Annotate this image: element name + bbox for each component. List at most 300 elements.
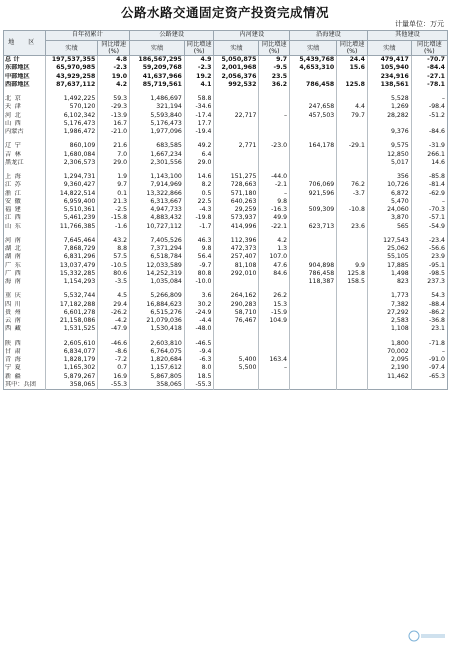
cumulative-yoy-cell: -13.9 <box>98 112 130 120</box>
coastal-actual-cell <box>290 317 337 325</box>
cumulative-yoy-cell: -46.6 <box>98 340 130 348</box>
inland-yoy-cell <box>259 128 290 136</box>
other-yoy-cell: -78.1 <box>411 81 447 89</box>
other-yoy-cell: -81.4 <box>411 181 447 189</box>
other-actual-cell: 1,269 <box>367 103 411 111</box>
table-row <box>4 262 448 270</box>
coastal-actual-cell <box>290 253 337 261</box>
cumulative-actual-cell: 1,154,293 <box>45 278 98 286</box>
coastal-yoy-cell: 23.6 <box>337 223 368 231</box>
highway-yoy-cell: -48.0 <box>184 325 214 333</box>
coastal-yoy-cell <box>337 173 368 181</box>
table-row <box>4 325 448 333</box>
region-name-cell: 吉林 <box>5 150 25 158</box>
inland-actual-cell: 573,937 <box>214 214 259 222</box>
region-name-cell: 东部地区 <box>5 64 30 72</box>
cumulative-actual-cell: 1,680,084 <box>45 151 98 159</box>
inland-actual-cell <box>214 278 259 286</box>
inland-actual-cell: 2,771 <box>214 142 259 150</box>
inland-yoy-cell: 107.0 <box>259 253 290 261</box>
cumulative-yoy-cell: -2.3 <box>98 64 130 72</box>
cumulative-yoy-cell: -10.5 <box>98 262 130 270</box>
table-row <box>4 381 448 390</box>
cumulative-actual-cell: 5,510,361 <box>45 206 98 214</box>
inland-actual-cell <box>214 120 259 128</box>
highway-actual-cell: 1,820,684 <box>130 356 185 364</box>
other-yoy-cell: -98.5 <box>411 270 447 278</box>
highway-actual-cell: 21,079,036 <box>130 317 185 325</box>
highway-yoy-cell: 8.0 <box>184 364 214 372</box>
coastal-actual-cell <box>290 128 337 136</box>
highway-yoy-cell: 46.3 <box>184 237 214 245</box>
highway-actual-cell: 5,176,473 <box>130 120 185 128</box>
coastal-yoy-cell <box>337 381 368 390</box>
coastal-yoy-cell <box>337 253 368 261</box>
cumulative-yoy-cell: 21.3 <box>98 198 130 206</box>
highway-actual-cell: 358,065 <box>130 381 185 390</box>
region-name-cell: 内蒙古 <box>5 128 24 135</box>
inland-actual-cell: 5,050,875 <box>214 56 259 65</box>
region-name-cell: 四川 <box>5 300 25 308</box>
highway-actual-cell: 1,530,418 <box>130 325 185 333</box>
other-actual-cell: 17,885 <box>367 262 411 270</box>
other-yoy-cell: 23.1 <box>411 325 447 333</box>
sub-header-yoy: 同比增速(%) <box>337 41 368 56</box>
other-actual-cell: 479,417 <box>367 56 411 65</box>
coastal-actual-cell: 623,713 <box>290 223 337 231</box>
inland-yoy-cell: – <box>259 190 290 198</box>
region-name-cell: 上海 <box>5 173 25 180</box>
cumulative-yoy-cell: 4.2 <box>98 81 130 89</box>
cumulative-actual-cell: 13,037,479 <box>45 262 98 270</box>
region-name-cell: 云南 <box>5 317 25 324</box>
inland-actual-cell: 414,996 <box>214 223 259 231</box>
coastal-yoy-cell <box>337 214 368 222</box>
highway-actual-cell: 1,157,612 <box>130 364 185 372</box>
highway-yoy-cell: 22.5 <box>184 198 214 206</box>
group-header-cumulative: 自年初累计 <box>45 31 129 41</box>
region-name-cell: 湖南 <box>5 253 25 261</box>
cumulative-actual-cell: 2,605,610 <box>45 340 98 348</box>
highway-yoy-cell: -6.3 <box>184 356 214 364</box>
highway-actual-cell: 85,719,561 <box>130 81 185 89</box>
coastal-actual-cell: 904,898 <box>290 262 337 270</box>
other-yoy-cell: – <box>411 95 447 103</box>
table-row <box>4 237 448 245</box>
highway-actual-cell: 6,313,667 <box>130 198 185 206</box>
cumulative-actual-cell: 21,158,086 <box>45 317 98 325</box>
region-name-cell: 河北 <box>5 111 25 119</box>
table-row <box>4 356 448 364</box>
coastal-actual-cell <box>290 364 337 372</box>
region-name-cell: 北京 <box>5 95 25 102</box>
highway-yoy-cell: 4.9 <box>184 56 214 65</box>
other-yoy-cell: -71.8 <box>411 340 447 348</box>
cumulative-actual-cell: 6,834,077 <box>45 348 98 356</box>
coastal-yoy-cell: 24.4 <box>337 56 368 65</box>
cumulative-yoy-cell: -8.6 <box>98 348 130 356</box>
highway-yoy-cell: -19.4 <box>184 128 214 136</box>
coastal-actual-cell <box>290 198 337 206</box>
highway-yoy-cell: 19.2 <box>184 73 214 81</box>
table-row <box>4 159 448 167</box>
region-name-cell: 天津 <box>5 103 25 111</box>
highway-yoy-cell: 49.2 <box>184 142 214 150</box>
table-row <box>4 348 448 356</box>
highway-yoy-cell: 30.2 <box>184 301 214 309</box>
sub-header-actual: 实绩 <box>214 41 259 56</box>
cumulative-actual-cell: 7,868,729 <box>45 245 98 253</box>
cumulative-yoy-cell: -26.2 <box>98 309 130 317</box>
cumulative-actual-cell: 570,120 <box>45 103 98 111</box>
highway-actual-cell: 6,764,075 <box>130 348 185 356</box>
cumulative-yoy-cell: -7.2 <box>98 356 130 364</box>
cumulative-actual-cell: 2,306,573 <box>45 159 98 167</box>
region-name-cell: 新疆 <box>5 372 25 380</box>
table-row <box>4 278 448 286</box>
highway-actual-cell: 1,143,100 <box>130 173 185 181</box>
coastal-yoy-cell: 79.7 <box>337 112 368 120</box>
table-row <box>4 112 448 120</box>
cumulative-actual-cell: 43,929,258 <box>45 73 98 81</box>
region-name-cell: 湖北 <box>5 245 25 252</box>
summary-row <box>4 64 448 72</box>
other-yoy-cell: -56.6 <box>411 245 447 253</box>
region-name-cell: 广东 <box>5 261 25 269</box>
highway-yoy-cell: 3.6 <box>184 292 214 300</box>
highway-actual-cell: 7,405,526 <box>130 237 185 245</box>
other-actual-cell <box>367 120 411 128</box>
highway-actual-cell: 14,252,319 <box>130 270 185 278</box>
cumulative-actual-cell: 1,165,302 <box>45 364 98 372</box>
other-actual-cell: 28,282 <box>367 112 411 120</box>
cumulative-actual-cell: 5,461,239 <box>45 214 98 222</box>
table-row <box>4 95 448 103</box>
coastal-yoy-cell <box>337 309 368 317</box>
cumulative-actual-cell: 1,531,525 <box>45 325 98 333</box>
inland-actual-cell <box>214 325 259 333</box>
table-row <box>4 128 448 136</box>
highway-actual-cell: 13,322,866 <box>130 190 185 198</box>
unit-label: 计量单位：万元 <box>395 20 444 28</box>
inland-yoy-cell <box>259 373 290 381</box>
other-yoy-cell: -97.4 <box>411 364 447 372</box>
other-actual-cell: 5,017 <box>367 159 411 167</box>
other-yoy-cell: -65.3 <box>411 373 447 381</box>
table-row <box>4 301 448 309</box>
highway-yoy-cell: -1.7 <box>184 223 214 231</box>
highway-actual-cell: 16,884,623 <box>130 301 185 309</box>
inland-actual-cell: 257,407 <box>214 253 259 261</box>
region-name-cell: 总 计 <box>5 56 20 63</box>
inland-yoy-cell <box>259 120 290 128</box>
highway-actual-cell: 41,637,966 <box>130 73 185 81</box>
coastal-actual-cell <box>290 151 337 159</box>
table-row <box>4 181 448 189</box>
inland-yoy-cell: – <box>259 112 290 120</box>
coastal-yoy-cell <box>337 301 368 309</box>
highway-actual-cell: 6,518,784 <box>130 253 185 261</box>
table-row <box>4 190 448 198</box>
coastal-yoy-cell: 125.8 <box>337 270 368 278</box>
region-name-cell: 河南 <box>5 236 25 244</box>
coastal-actual-cell <box>290 214 337 222</box>
inland-yoy-cell: -2.1 <box>259 181 290 189</box>
table-row <box>4 206 448 214</box>
highway-yoy-cell: -19.8 <box>184 214 214 222</box>
coastal-yoy-cell: -29.1 <box>337 142 368 150</box>
other-yoy-cell: -95.1 <box>411 262 447 270</box>
inland-yoy-cell <box>259 348 290 356</box>
group-header-other: 其他建设 <box>367 31 447 41</box>
cumulative-yoy-cell: -15.8 <box>98 214 130 222</box>
inland-yoy-cell <box>259 340 290 348</box>
other-actual-cell: 356 <box>367 173 411 181</box>
other-yoy-cell: -91.0 <box>411 356 447 364</box>
inland-actual-cell <box>214 381 259 390</box>
inland-actual-cell: 992,532 <box>214 81 259 89</box>
cumulative-actual-cell: 1,492,225 <box>45 95 98 103</box>
inland-yoy-cell: -23.0 <box>259 142 290 150</box>
cumulative-yoy-cell: -3.5 <box>98 278 130 286</box>
coastal-actual-cell <box>290 348 337 356</box>
coastal-actual-cell <box>290 309 337 317</box>
other-yoy-cell <box>411 381 447 390</box>
highway-yoy-cell: 9.8 <box>184 245 214 253</box>
other-yoy-cell: -88.4 <box>411 301 447 309</box>
other-actual-cell: 9,575 <box>367 142 411 150</box>
inland-actual-cell <box>214 103 259 111</box>
cumulative-yoy-cell: 43.2 <box>98 237 130 245</box>
cumulative-actual-cell: 1,986,472 <box>45 128 98 136</box>
region-name-cell: 青海 <box>5 356 25 363</box>
inland-yoy-cell <box>259 151 290 159</box>
coastal-yoy-cell <box>337 292 368 300</box>
coastal-yoy-cell: 15.6 <box>337 64 368 72</box>
cumulative-actual-cell: 1,294,731 <box>45 173 98 181</box>
sub-header-yoy: 同比增速(%) <box>411 41 447 56</box>
other-yoy-cell: 14.6 <box>411 159 447 167</box>
other-yoy-cell: 266.1 <box>411 151 447 159</box>
coastal-yoy-cell <box>337 73 368 81</box>
coastal-actual-cell: 164,178 <box>290 142 337 150</box>
cumulative-yoy-cell: 57.5 <box>98 253 130 261</box>
cumulative-actual-cell: 358,065 <box>45 381 98 390</box>
inland-yoy-cell: 9.7 <box>259 56 290 65</box>
table-row <box>4 173 448 181</box>
inland-yoy-cell <box>259 159 290 167</box>
inland-yoy-cell: 26.2 <box>259 292 290 300</box>
other-actual-cell: 5,528 <box>367 95 411 103</box>
coastal-actual-cell <box>290 245 337 253</box>
inland-actual-cell: 22,717 <box>214 112 259 120</box>
coastal-actual-cell <box>290 173 337 181</box>
region-name-cell: 陕西 <box>5 339 25 347</box>
other-yoy-cell: -57.1 <box>411 214 447 222</box>
inland-actual-cell: 76,467 <box>214 317 259 325</box>
other-actual-cell: 234,916 <box>367 73 411 81</box>
inland-yoy-cell: 49.9 <box>259 214 290 222</box>
sub-header-actual: 实绩 <box>45 41 98 56</box>
coastal-yoy-cell <box>337 237 368 245</box>
highway-yoy-cell: -2.3 <box>184 64 214 72</box>
coastal-yoy-cell: 4.4 <box>337 103 368 111</box>
coastal-yoy-cell: 9.9 <box>337 262 368 270</box>
region-name-cell: 海南 <box>5 278 25 285</box>
cumulative-actual-cell: 9,360,427 <box>45 181 98 189</box>
coastal-actual-cell: 5,439,768 <box>290 56 337 65</box>
cumulative-actual-cell: 5,176,473 <box>45 120 98 128</box>
highway-yoy-cell: -24.9 <box>184 309 214 317</box>
summary-row <box>4 81 448 89</box>
other-actual-cell: 1,108 <box>367 325 411 333</box>
cumulative-yoy-cell: 29.4 <box>98 301 130 309</box>
other-actual-cell: 5,470 <box>367 198 411 206</box>
other-actual-cell: 1,498 <box>367 270 411 278</box>
table-row <box>4 103 448 111</box>
highway-actual-cell: 2,603,810 <box>130 340 185 348</box>
coastal-yoy-cell: 76.2 <box>337 181 368 189</box>
coastal-yoy-cell: 125.8 <box>337 81 368 89</box>
cumulative-actual-cell: 5,879,267 <box>45 373 98 381</box>
sub-header-yoy: 同比增速(%) <box>184 41 214 56</box>
other-yoy-cell: -36.8 <box>411 317 447 325</box>
table-row <box>4 245 448 253</box>
inland-yoy-cell <box>259 381 290 390</box>
coastal-yoy-cell <box>337 120 368 128</box>
cumulative-actual-cell: 6,831,296 <box>45 253 98 261</box>
highway-yoy-cell: 0.5 <box>184 190 214 198</box>
highway-yoy-cell: -10.0 <box>184 278 214 286</box>
highway-actual-cell: 186,567,295 <box>130 56 185 65</box>
coastal-yoy-cell <box>337 95 368 103</box>
cumulative-yoy-cell: 29.0 <box>98 159 130 167</box>
inland-actual-cell: 2,001,968 <box>214 64 259 72</box>
region-name-cell: 浙江 <box>5 189 25 197</box>
inland-yoy-cell: 4.2 <box>259 237 290 245</box>
other-yoy-cell: -86.2 <box>411 309 447 317</box>
coastal-yoy-cell <box>337 198 368 206</box>
inland-actual-cell: 728,663 <box>214 181 259 189</box>
region-name-cell: 其中：兵团 <box>5 380 36 388</box>
table-row <box>4 292 448 300</box>
cumulative-yoy-cell: -47.9 <box>98 325 130 333</box>
watermark-logo <box>408 630 446 642</box>
other-actual-cell: 105,940 <box>367 64 411 72</box>
other-yoy-cell: 54.3 <box>411 292 447 300</box>
highway-yoy-cell: -4.4 <box>184 317 214 325</box>
inland-yoy-cell: -22.1 <box>259 223 290 231</box>
other-actual-cell: 2,583 <box>367 317 411 325</box>
highway-actual-cell: 10,727,112 <box>130 223 185 231</box>
coastal-actual-cell: 509,309 <box>290 206 337 214</box>
sub-header-actual: 实绩 <box>367 41 411 56</box>
region-name-cell: 黑龙江 <box>5 158 24 166</box>
cumulative-actual-cell: 65,970,985 <box>45 64 98 72</box>
coastal-yoy-cell <box>337 245 368 253</box>
cumulative-yoy-cell: 21.6 <box>98 142 130 150</box>
highway-yoy-cell: -17.4 <box>184 112 214 120</box>
cumulative-yoy-cell: 0.7 <box>98 364 130 372</box>
cumulative-yoy-cell: 16.7 <box>98 120 130 128</box>
region-name-cell: 江苏 <box>5 181 25 189</box>
coastal-actual-cell: 247,658 <box>290 103 337 111</box>
inland-actual-cell: 264,162 <box>214 292 259 300</box>
highway-yoy-cell: 4.1 <box>184 81 214 89</box>
cumulative-actual-cell: 87,637,112 <box>45 81 98 89</box>
table-row <box>4 223 448 231</box>
coastal-actual-cell: 457,503 <box>290 112 337 120</box>
highway-yoy-cell: -34.6 <box>184 103 214 111</box>
highway-actual-cell: 59,209,768 <box>130 64 185 72</box>
cumulative-actual-cell: 6,601,278 <box>45 309 98 317</box>
coastal-actual-cell <box>290 159 337 167</box>
table-row <box>4 142 448 150</box>
cumulative-actual-cell: 860,109 <box>45 142 98 150</box>
inland-actual-cell: 29,259 <box>214 206 259 214</box>
region-name-cell: 宁夏 <box>5 364 25 372</box>
highway-actual-cell: 683,585 <box>130 142 185 150</box>
other-yoy-cell: – <box>411 198 447 206</box>
region-name-cell: 江西 <box>5 214 25 222</box>
region-name-cell: 福建 <box>5 206 25 213</box>
inland-yoy-cell: 104.9 <box>259 317 290 325</box>
inland-actual-cell: 472,373 <box>214 245 259 253</box>
other-actual-cell: 11,462 <box>367 373 411 381</box>
region-name-cell: 山东 <box>5 222 25 230</box>
inland-actual-cell: 5,500 <box>214 364 259 372</box>
cumulative-yoy-cell: 16.9 <box>98 373 130 381</box>
region-name-cell: 广西 <box>5 269 25 277</box>
cumulative-actual-cell: 197,537,355 <box>45 56 98 65</box>
region-name-cell: 安徽 <box>5 197 25 205</box>
region-name-cell: 贵州 <box>5 308 25 316</box>
coastal-actual-cell: 4,653,310 <box>290 64 337 72</box>
cumulative-actual-cell: 5,532,744 <box>45 292 98 300</box>
coastal-yoy-cell <box>337 364 368 372</box>
highway-actual-cell: 5,266,809 <box>130 292 185 300</box>
sub-header-yoy: 同比增速(%) <box>98 41 130 56</box>
inland-yoy-cell <box>259 95 290 103</box>
coastal-actual-cell <box>290 95 337 103</box>
cumulative-actual-cell: 17,182,288 <box>45 301 98 309</box>
inland-yoy-cell: 163.4 <box>259 356 290 364</box>
highway-actual-cell: 12,033,589 <box>130 262 185 270</box>
other-actual-cell: 12,850 <box>367 151 411 159</box>
group-header-highway: 公路建设 <box>130 31 214 41</box>
table-row <box>4 309 448 317</box>
coastal-actual-cell <box>290 381 337 390</box>
other-actual-cell: 9,376 <box>367 128 411 136</box>
region-name-cell: 西藏 <box>5 325 25 333</box>
inland-yoy-cell <box>259 325 290 333</box>
cumulative-actual-cell: 7,645,464 <box>45 237 98 245</box>
coastal-actual-cell: 786,458 <box>290 81 337 89</box>
inland-actual-cell: 151,275 <box>214 173 259 181</box>
highway-actual-cell: 321,194 <box>130 103 185 111</box>
inland-actual-cell <box>214 95 259 103</box>
inland-actual-cell: 58,710 <box>214 309 259 317</box>
highway-actual-cell: 7,914,969 <box>130 181 185 189</box>
coastal-yoy-cell <box>337 159 368 167</box>
coastal-actual-cell <box>290 73 337 81</box>
coastal-yoy-cell <box>337 128 368 136</box>
cumulative-yoy-cell: -4.2 <box>98 317 130 325</box>
summary-row <box>4 56 448 65</box>
inland-actual-cell <box>214 348 259 356</box>
other-yoy-cell: -98.4 <box>411 103 447 111</box>
highway-actual-cell: 2,301,556 <box>130 159 185 167</box>
